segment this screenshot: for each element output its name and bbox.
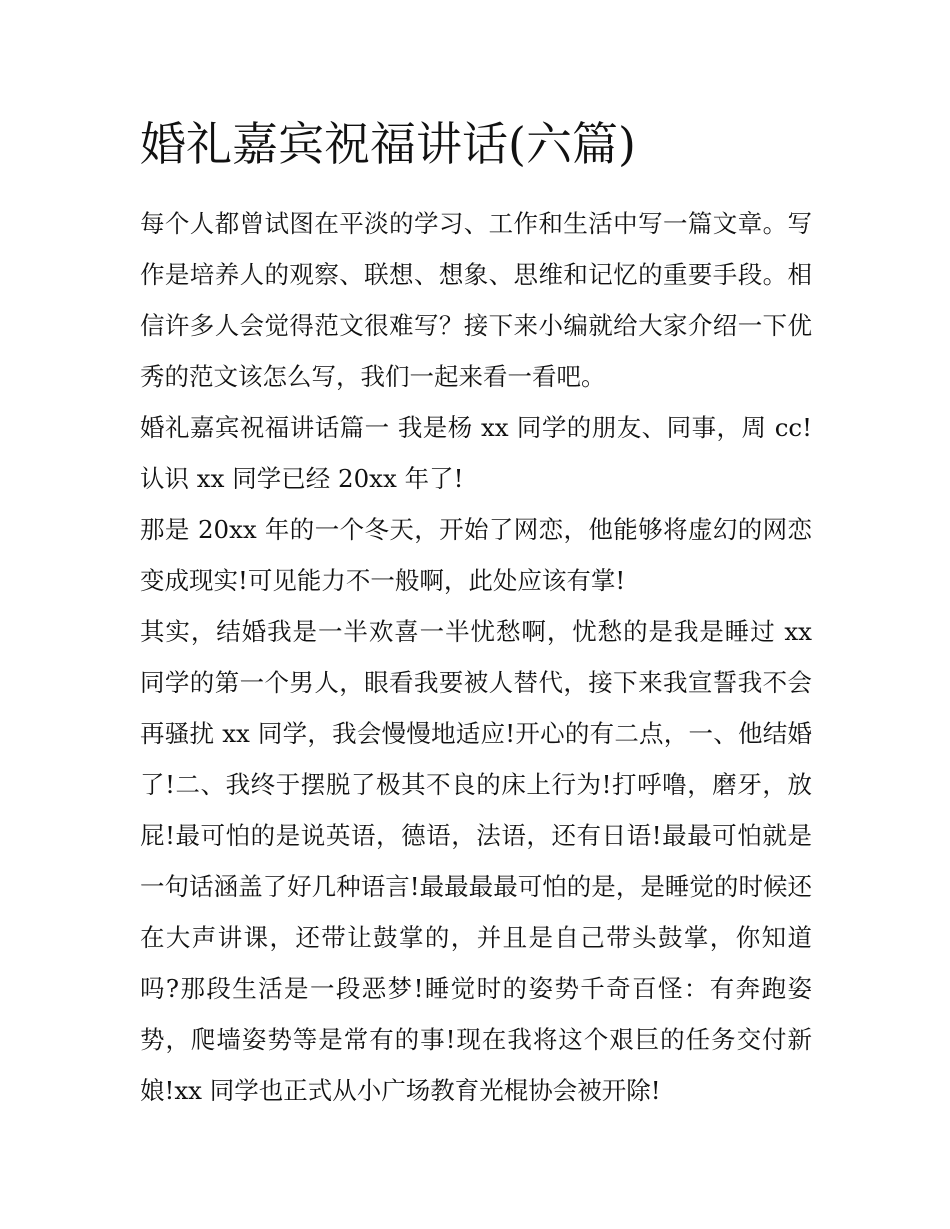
document-body xyxy=(140,198,812,1116)
speech-paragraph-3: 其实，结婚我是一半欢喜一半忧愁啊，忧愁的是我是睡过 xx 同学的第一个男人，眼看我要被人替代，接下来我宣誓我不会再骚扰 xx 同学，我会慢慢地适应!开心的有二点，一、他结婚了!二、我终于摆脱了极其不良的床上行为!打呼噜，磨牙，放屁!最可怕的是说英语，德语，法语，还有日语!最最可怕就是一句话涵盖了好几种语言!最最最最可怕的是，是睡觉的时候还在大声讲课，还带让鼓掌的，并且是自己带头鼓掌，你知道吗?那段生活是一段恶梦!睡觉时的姿势千奇百怪：有奔跑姿势，爬墙姿势等是常有的事!现在我将这个艰巨的任务交付新娘!xx 同学也正式从小广场教育光棍协会被开除! xyxy=(140,617,812,1105)
document-title: 婚礼嘉宾祝福讲话(六篇) xyxy=(140,117,636,171)
speech-paragraph-1: 婚礼嘉宾祝福讲话篇一 我是杨 xx 同学的朋友、同事，周 cc!认识 xx 同学已经 20xx 年了! xyxy=(140,413,812,493)
speech-paragraph-2: 那是 20xx 年的一个冬天，开始了网恋，他能够将虚幻的网恋变成现实!可见能力不一般啊，此处应该有掌! xyxy=(140,515,812,595)
intro-paragraph: 每个人都曾试图在平淡的学习、工作和生活中写一篇文章。写作是培养人的观察、联想、想象、思维和记忆的重要手段。相信许多人会觉得范文很难写？接下来小编就给大家介绍一下优秀的范文该怎么写，我们一起来看一看吧。 xyxy=(140,209,812,391)
